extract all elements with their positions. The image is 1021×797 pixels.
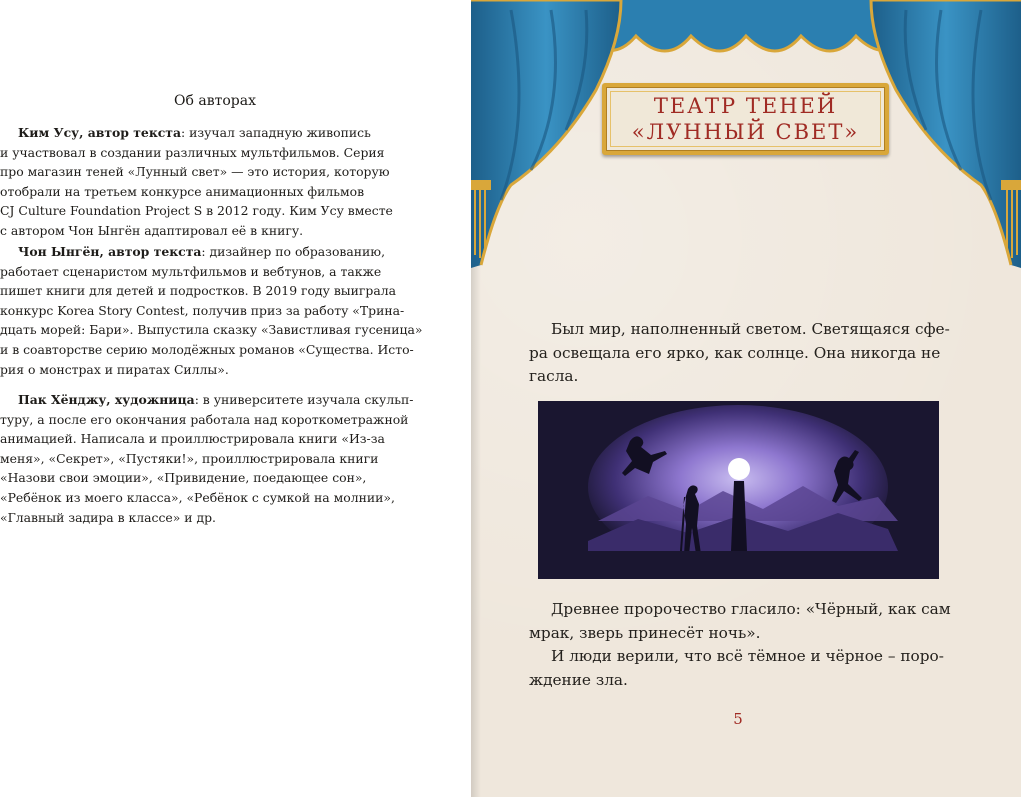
story-paragraph-2: Древнее пророчество гласило: «Чёрный, как сам мрак, зверь принесёт ночь». И люди верили, что всё тёмное и чёрное – поро- ждение зла.	[529, 600, 951, 689]
story-paragraph-1: Был мир, наполненный светом. Светящаяся сфе- ра освещала его ярко, как солнце. Она никогда не гасла.	[529, 320, 950, 385]
page-number: 5	[733, 710, 743, 728]
author-name: Чон Ынгён, автор текста	[18, 244, 202, 259]
glowing-orb	[728, 458, 750, 480]
theater-signboard	[602, 83, 889, 155]
left-page	[0, 0, 471, 797]
left-tie-band	[471, 180, 491, 190]
author-name: Пак Хёнджу, художница	[18, 392, 195, 407]
author-paragraph-chon: Чон Ынгён, автор текста: дизайнер по образованию, работает сценаристом мультфильмов и вебтунов, а также пишет книги для детей и подростков. В 2019 году выиграла конкурс Korea Story Contest, получив приз за работу «Трина- дцать морей: Бари». Выпустила сказку «Завистливая гусеница» и в соавторстве серию молодёжных романов «Существа. Исто- рия о монстрах и пиратах Силлы».	[0, 244, 423, 377]
shadow-play-illustration	[538, 401, 939, 579]
author-name: Ким Усу, автор текста	[18, 125, 182, 140]
illustration-ground	[538, 551, 939, 579]
authors-title: Об авторах	[174, 93, 256, 109]
sign-title-line1: ТЕАТР ТЕНЕЙ	[653, 94, 838, 118]
right-tie-band	[1001, 180, 1021, 190]
sign-title-line2: «ЛУННЫЙ СВЕТ»	[631, 120, 860, 144]
author-paragraph-pak: Пак Хёнджу, художница: в университете изучала скульп- туру, а после его окончания работала над короткометражной анимацией. Написала и проиллюстрировала книги «Из-за меня», «Секрет», «Пустяки!», проиллюстрировала книги «Назови свои эмоции», «Привидение, поедающее сон», «Ребёнок из моего класса», «Ребёнок с сумкой на молнии», «Главный задира в классе» и др.	[0, 392, 414, 525]
right-page	[471, 0, 1021, 797]
author-paragraph-kim: Ким Усу, автор текста: изучал западную живопись и участвовал в создании различных мультфильмов. Серия про магазин теней «Лунный свет» — это история, которую отобрали на третьем конкурсе анимационных фильмов CJ Culture Foundation Project S в 2012 году. Ким Усу вместе с автором Чон Ынгён адаптировал её в книгу.	[0, 125, 393, 238]
